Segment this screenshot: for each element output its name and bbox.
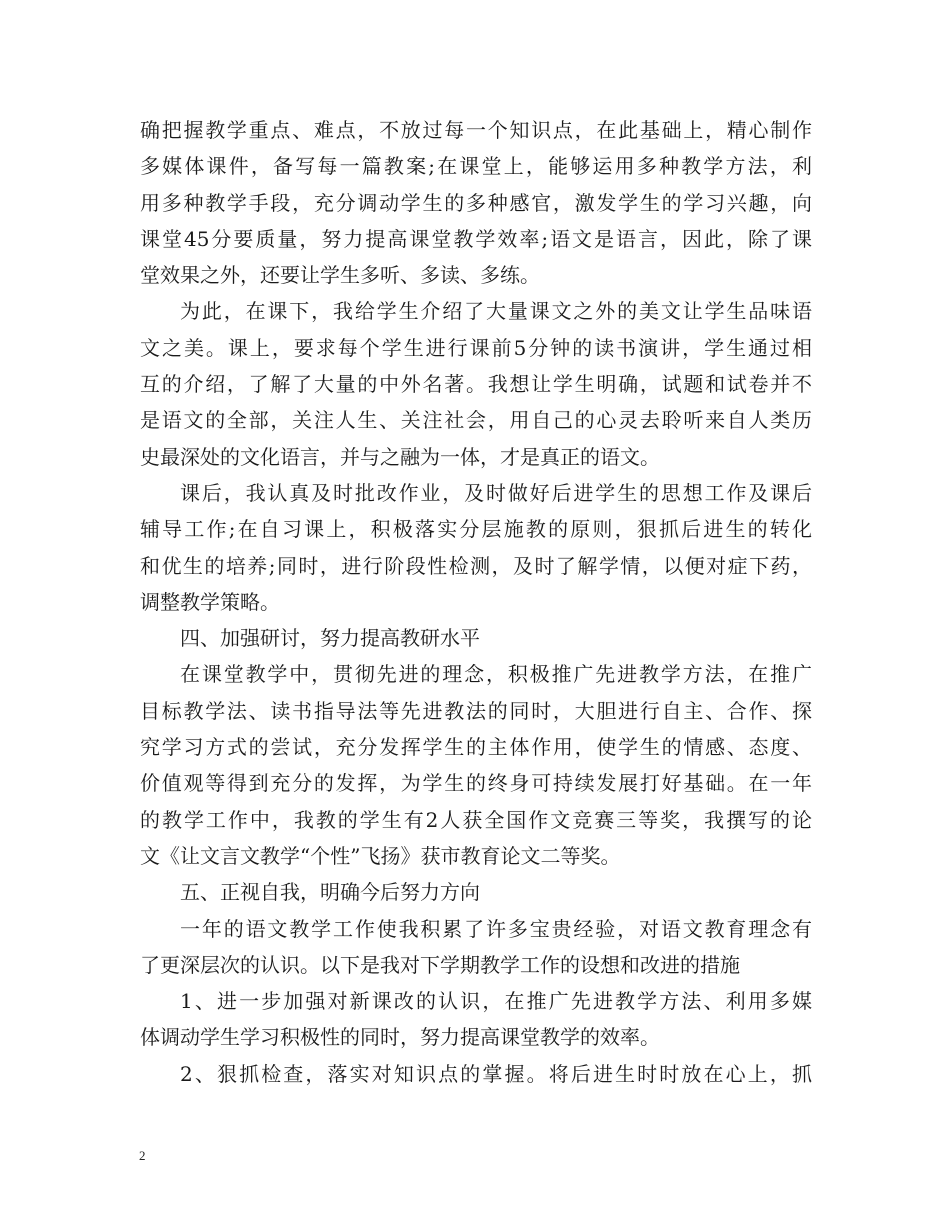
paragraph-first-line: 五、正视自我，明确今后努力方向 bbox=[180, 880, 480, 905]
document-body bbox=[140, 112, 812, 1092]
paragraph-first-line: 为此，在课下，我给学生介绍了大量课文之外的美文让学生品味语 bbox=[180, 299, 812, 324]
paragraph-first-line: 2、狠抓检查，落实对知识点的掌握。将后进生时时放在心上，抓 bbox=[180, 1061, 812, 1086]
paragraph-line: 史最深处的文化语言，并与之融为一体，才是真正的语文。 bbox=[140, 444, 660, 469]
paragraph-line: 了更深层次的认识。以下是我对下学期教学工作的设想和改进的措施 bbox=[140, 952, 740, 977]
paragraph-line: 是语文的全部，关注人生、关注社会，用自己的心灵去聆听来自人类历 bbox=[140, 408, 812, 433]
paragraph-first-line: 在课堂教学中，贯彻先进的理念，积极推广先进教学方法，在推广 bbox=[180, 662, 812, 687]
paragraph-line: 文之美。课上，要求每个学生进行课前5分钟的读书演讲，学生通过相 bbox=[140, 335, 812, 360]
paragraph-line: 的教学工作中，我教的学生有2人获全国作文竞赛三等奖，我撰写的论 bbox=[140, 807, 812, 832]
paragraph-line: 体调动学生学习积极性的同时，努力提高课堂教学的效率。 bbox=[140, 1025, 660, 1050]
paragraph-line: 价值观等得到充分的发挥，为学生的终身可持续发展打好基础。在一年 bbox=[140, 771, 812, 796]
paragraph-line: 互的介绍，了解了大量的中外名著。我想让学生明确，试题和试卷并不 bbox=[140, 372, 812, 397]
paragraph-first-line: 一年的语文教学工作使我积累了许多宝贵经验，对语文教育理念有 bbox=[180, 916, 812, 941]
paragraph-line: 目标教学法、读书指导法等先进教法的同时，大胆进行自主、合作、探 bbox=[140, 698, 812, 723]
paragraph-line: 文《让文言文教学“个性”飞扬》获市教育论文二等奖。 bbox=[140, 843, 621, 868]
paragraph-first-line: 课后，我认真及时批改作业，及时做好后进学生的思想工作及课后 bbox=[180, 480, 812, 505]
paragraph-first-line: 1、进一步加强对新课改的认识，在推广先进教学方法、利用多媒 bbox=[180, 989, 812, 1014]
page-number: 2 bbox=[139, 1148, 146, 1163]
paragraph-line: 究学习方式的尝试，充分发挥学生的主体作用，使学生的情感、态度、 bbox=[140, 735, 812, 760]
paragraph-line: 课堂45分要质量，努力提高课堂教学效率;语文是语言，因此，除了课 bbox=[140, 226, 812, 251]
paragraph-first-line: 四、加强研讨，努力提高教研水平 bbox=[180, 626, 480, 651]
paragraph-line: 辅导工作;在自习课上，积极落实分层施教的原则，狠抓后进生的转化 bbox=[140, 517, 812, 542]
paragraph-line: 多媒体课件，备写每一篇教案;在课堂上，能够运用多种教学方法，利 bbox=[140, 154, 812, 179]
paragraph-line: 堂效果之外，还要让学生多听、多读、多练。 bbox=[140, 263, 540, 288]
paragraph-line: 和优生的培养;同时，进行阶段性检测，及时了解学情，以便对症下药， bbox=[140, 553, 812, 578]
paragraph-line: 确把握教学重点、难点，不放过每一个知识点，在此基础上，精心制作 bbox=[140, 118, 812, 142]
paragraph-line: 用多种教学手段，充分调动学生的多种感官，激发学生的学习兴趣，向 bbox=[140, 190, 812, 215]
paragraph-line: 调整教学策略。 bbox=[140, 589, 280, 614]
